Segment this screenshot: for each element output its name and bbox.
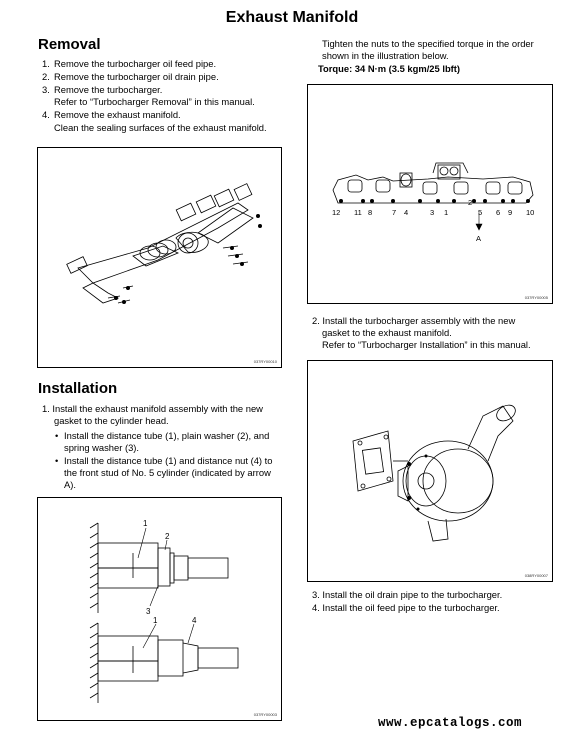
sequence-label: 10: [526, 208, 535, 217]
install-step-3: 3. Install the oil drain pipe to the turbocharger.: [312, 589, 503, 600]
callout-4: 4: [192, 616, 197, 625]
page-title: Exhaust Manifold: [225, 9, 359, 26]
install-step-1-line2: gasket to the cylinder head.: [54, 415, 169, 426]
step-text: Remove the turbocharger oil feed pipe.: [54, 58, 217, 69]
step-2-line1: 2. Install the turbocharger assembly with the new: [312, 315, 516, 326]
install-step-1-line1: 1. Install the exhaust manifold assembly with the new: [42, 403, 263, 414]
sequence-label: 7: [392, 208, 397, 217]
tightening-order-figure: [307, 84, 553, 304]
callout-1: 1: [143, 519, 148, 528]
turbocharger-figure: [307, 360, 553, 582]
step-number: 2.: [42, 70, 50, 82]
bullet-2-line3: A).: [64, 479, 76, 490]
removal-step: [42, 109, 181, 121]
install-bullet-1: [55, 430, 284, 454]
removal-heading: Removal: [38, 36, 101, 53]
distance-tube-figure: [37, 497, 282, 721]
torque-intro-line1: Tighten the nuts to the specified torque in the order: [322, 38, 534, 49]
sequence-label: 3: [430, 208, 435, 217]
bullet-icon: •: [55, 455, 59, 466]
step-2-line2: gasket to the exhaust manifold.: [322, 327, 452, 338]
sequence-label: 9: [508, 208, 513, 217]
exploded-manifold-illustration: [38, 148, 281, 367]
sequence-label: 1: [444, 208, 449, 217]
removal-step: [42, 84, 162, 96]
figure-code: 037RY00003: [253, 712, 277, 717]
step-text: Remove the turbocharger.: [54, 83, 163, 95]
sequence-label: 11: [354, 208, 362, 217]
removal-step: [42, 122, 267, 134]
sequence-label: 5: [478, 208, 483, 217]
step-number: 4.: [42, 109, 50, 121]
bullet-1-line2: spring washer (3).: [64, 442, 140, 453]
torque-spec: Torque: 34 N·m (3.5 kgm/25 lbft): [318, 63, 461, 74]
footer-watermark: www.epcatalogs.com: [378, 716, 523, 730]
step-number: 3.: [42, 83, 50, 95]
callout-1-lower: 1: [153, 616, 158, 625]
torque-intro-line2: shown in the illustration below.: [322, 50, 449, 61]
figure-code: 037RY00010: [253, 359, 277, 364]
sequence-label: 6: [496, 208, 501, 217]
sequence-label: 8: [368, 208, 373, 217]
bullet-1-line1: Install the distance tube (1), plain washer (2), and: [64, 430, 270, 441]
install-step-4: 4. Install the oil feed pipe to the turbocharger.: [312, 602, 500, 613]
sequence-label: 4: [404, 208, 409, 217]
bullet-2-line2: the front stud of No. 5 cylinder (indicated by arrow: [64, 467, 271, 478]
install-bullet-2: [55, 455, 284, 491]
bullet-icon: •: [55, 430, 59, 441]
callout-3: 3: [146, 607, 151, 616]
installation-heading: Installation: [38, 380, 118, 397]
bullet-2-line1: Install the distance tube (1) and distance nut (4) to: [64, 455, 273, 466]
removal-step: [42, 58, 216, 70]
turbocharger-illustration: [308, 361, 552, 581]
removal-figure: [37, 147, 282, 368]
arrow-label-a: A: [476, 234, 482, 243]
torque-intro: [322, 38, 534, 62]
step-text: Remove the turbocharger oil drain pipe.: [54, 70, 219, 82]
install-step-2: [312, 315, 531, 351]
step-text: Clean the sealing surfaces of the exhaust manifold.: [54, 122, 267, 133]
manifold-torque-sequence-illustration: [308, 85, 552, 303]
sequence-label: 2: [468, 198, 473, 207]
step-text: Remove the exhaust manifold.: [54, 109, 181, 121]
step-number: 1.: [42, 58, 50, 69]
step-text: Refer to “Turbocharger Removal” in this manual.: [54, 96, 255, 108]
removal-step: [42, 96, 255, 108]
figure-code: 038RY00007: [524, 573, 548, 578]
callout-2: 2: [165, 532, 170, 541]
removal-step: [42, 71, 219, 83]
figure-code: 037RY00005: [524, 295, 548, 300]
step-2-line3: Refer to “Turbocharger Installation” in this manual.: [322, 339, 531, 350]
distance-tube-illustration: [38, 498, 281, 720]
sequence-label: 12: [332, 208, 341, 217]
